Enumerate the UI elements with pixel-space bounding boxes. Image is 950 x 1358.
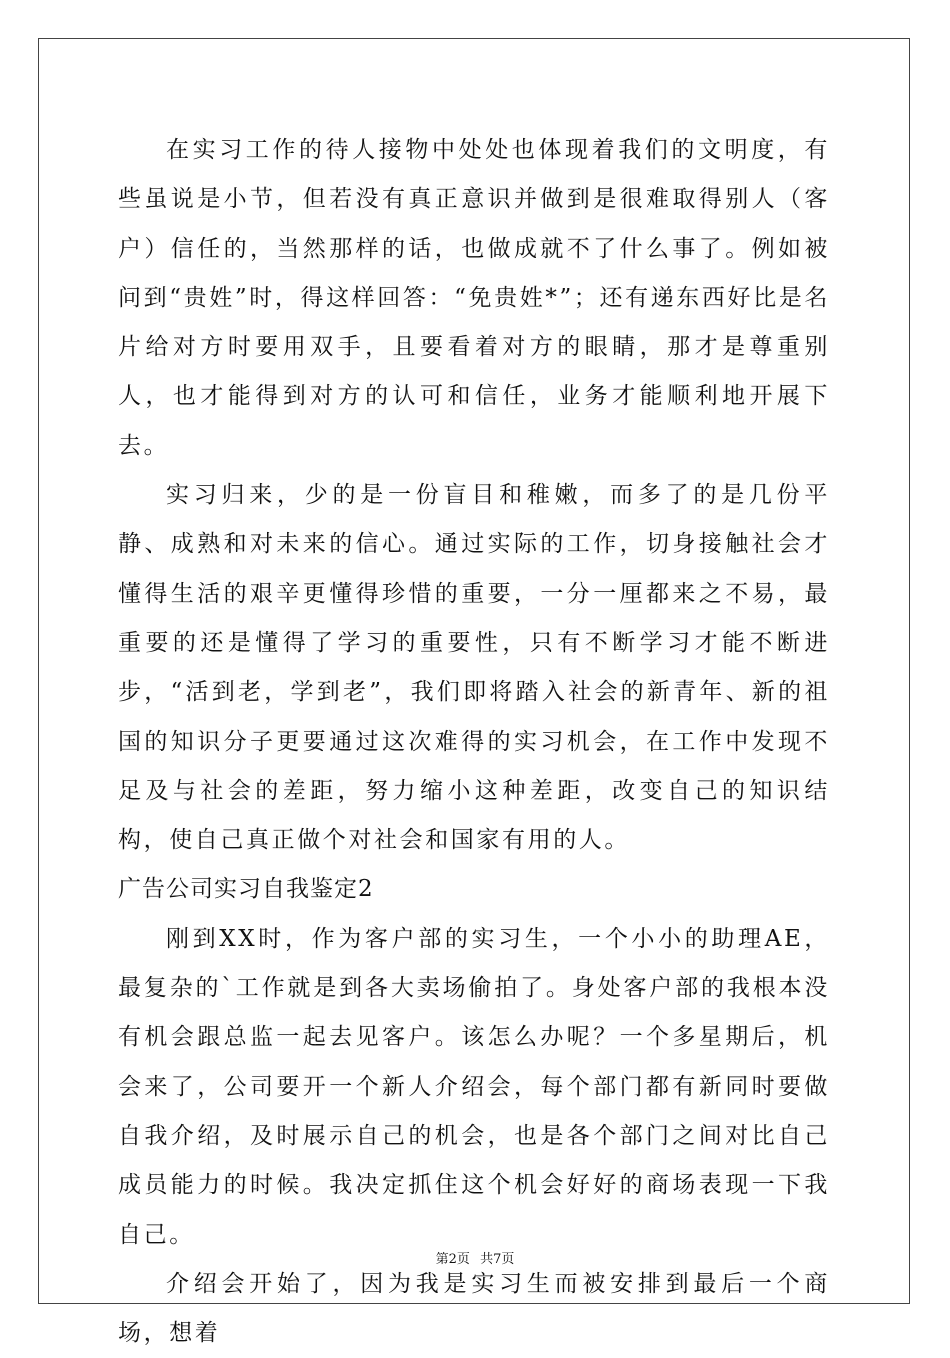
paragraph-etiquette: 在实习工作的待人接物中处处也体现着我们的文明度，有些虽说是小节，但若没有真正意识并做到是很难取得别人（客户）信任的，当然那样的话，也做成就不了什么事了。例如被问到“贵姓”时，得这样回答：“免贵姓*”；还有递东西好比是名片给对方时要用双手，且要看着对方的眼睛，那才是尊重别人，也才能得到对方的认可和信任，业务才能顺利地开展下去。 xyxy=(118,137,830,459)
paragraph-return: 实习归来，少的是一份盲目和稚嫩，而多了的是几份平静、成熟和对未来的信心。通过实际的工作，切身接触社会才懂得生活的艰辛更懂得珍惜的重要，一分一厘都来之不易，最重要的还是懂得了学习的重要性，只有不断学习才能不断进步，“活到老，学到老”，我们即将踏入社会的新青年、新的祖国的知识分子更要通过这次难得的实习机会，在工作中发现不足及与社会的差距，努力缩小这种差距，改变自己的知识结构，使自己真正做个对社会和国家有用的人。 xyxy=(118,482,830,854)
section-title: 广告公司实习自我鉴定2 xyxy=(118,876,374,903)
page-number: 第2页 xyxy=(435,1252,470,1267)
page-footer xyxy=(0,1248,950,1267)
paragraph-meeting: 介绍会开始了，因为我是实习生而被安排到最后一个商场，想着 xyxy=(118,1270,830,1347)
document-body xyxy=(118,126,830,1358)
page-total: 共7页 xyxy=(480,1252,515,1267)
paragraph-intern-start: 刚到XX时，作为客户部的实习生，一个小小的助理AE，最复杂的`工作就是到各大卖场偷拍了。身处客户部的我根本没有机会跟总监一起去见客户。该怎么办呢？一个多星期后，机会来了，公司要开一个新人介绍会，每个部门都有新同时要做自我介绍，及时展示自己的机会，也是各个部门之间对比自己成员能力的时候。我决定抓住这个机会好好的商场表现一下我自己。 xyxy=(118,925,830,1248)
